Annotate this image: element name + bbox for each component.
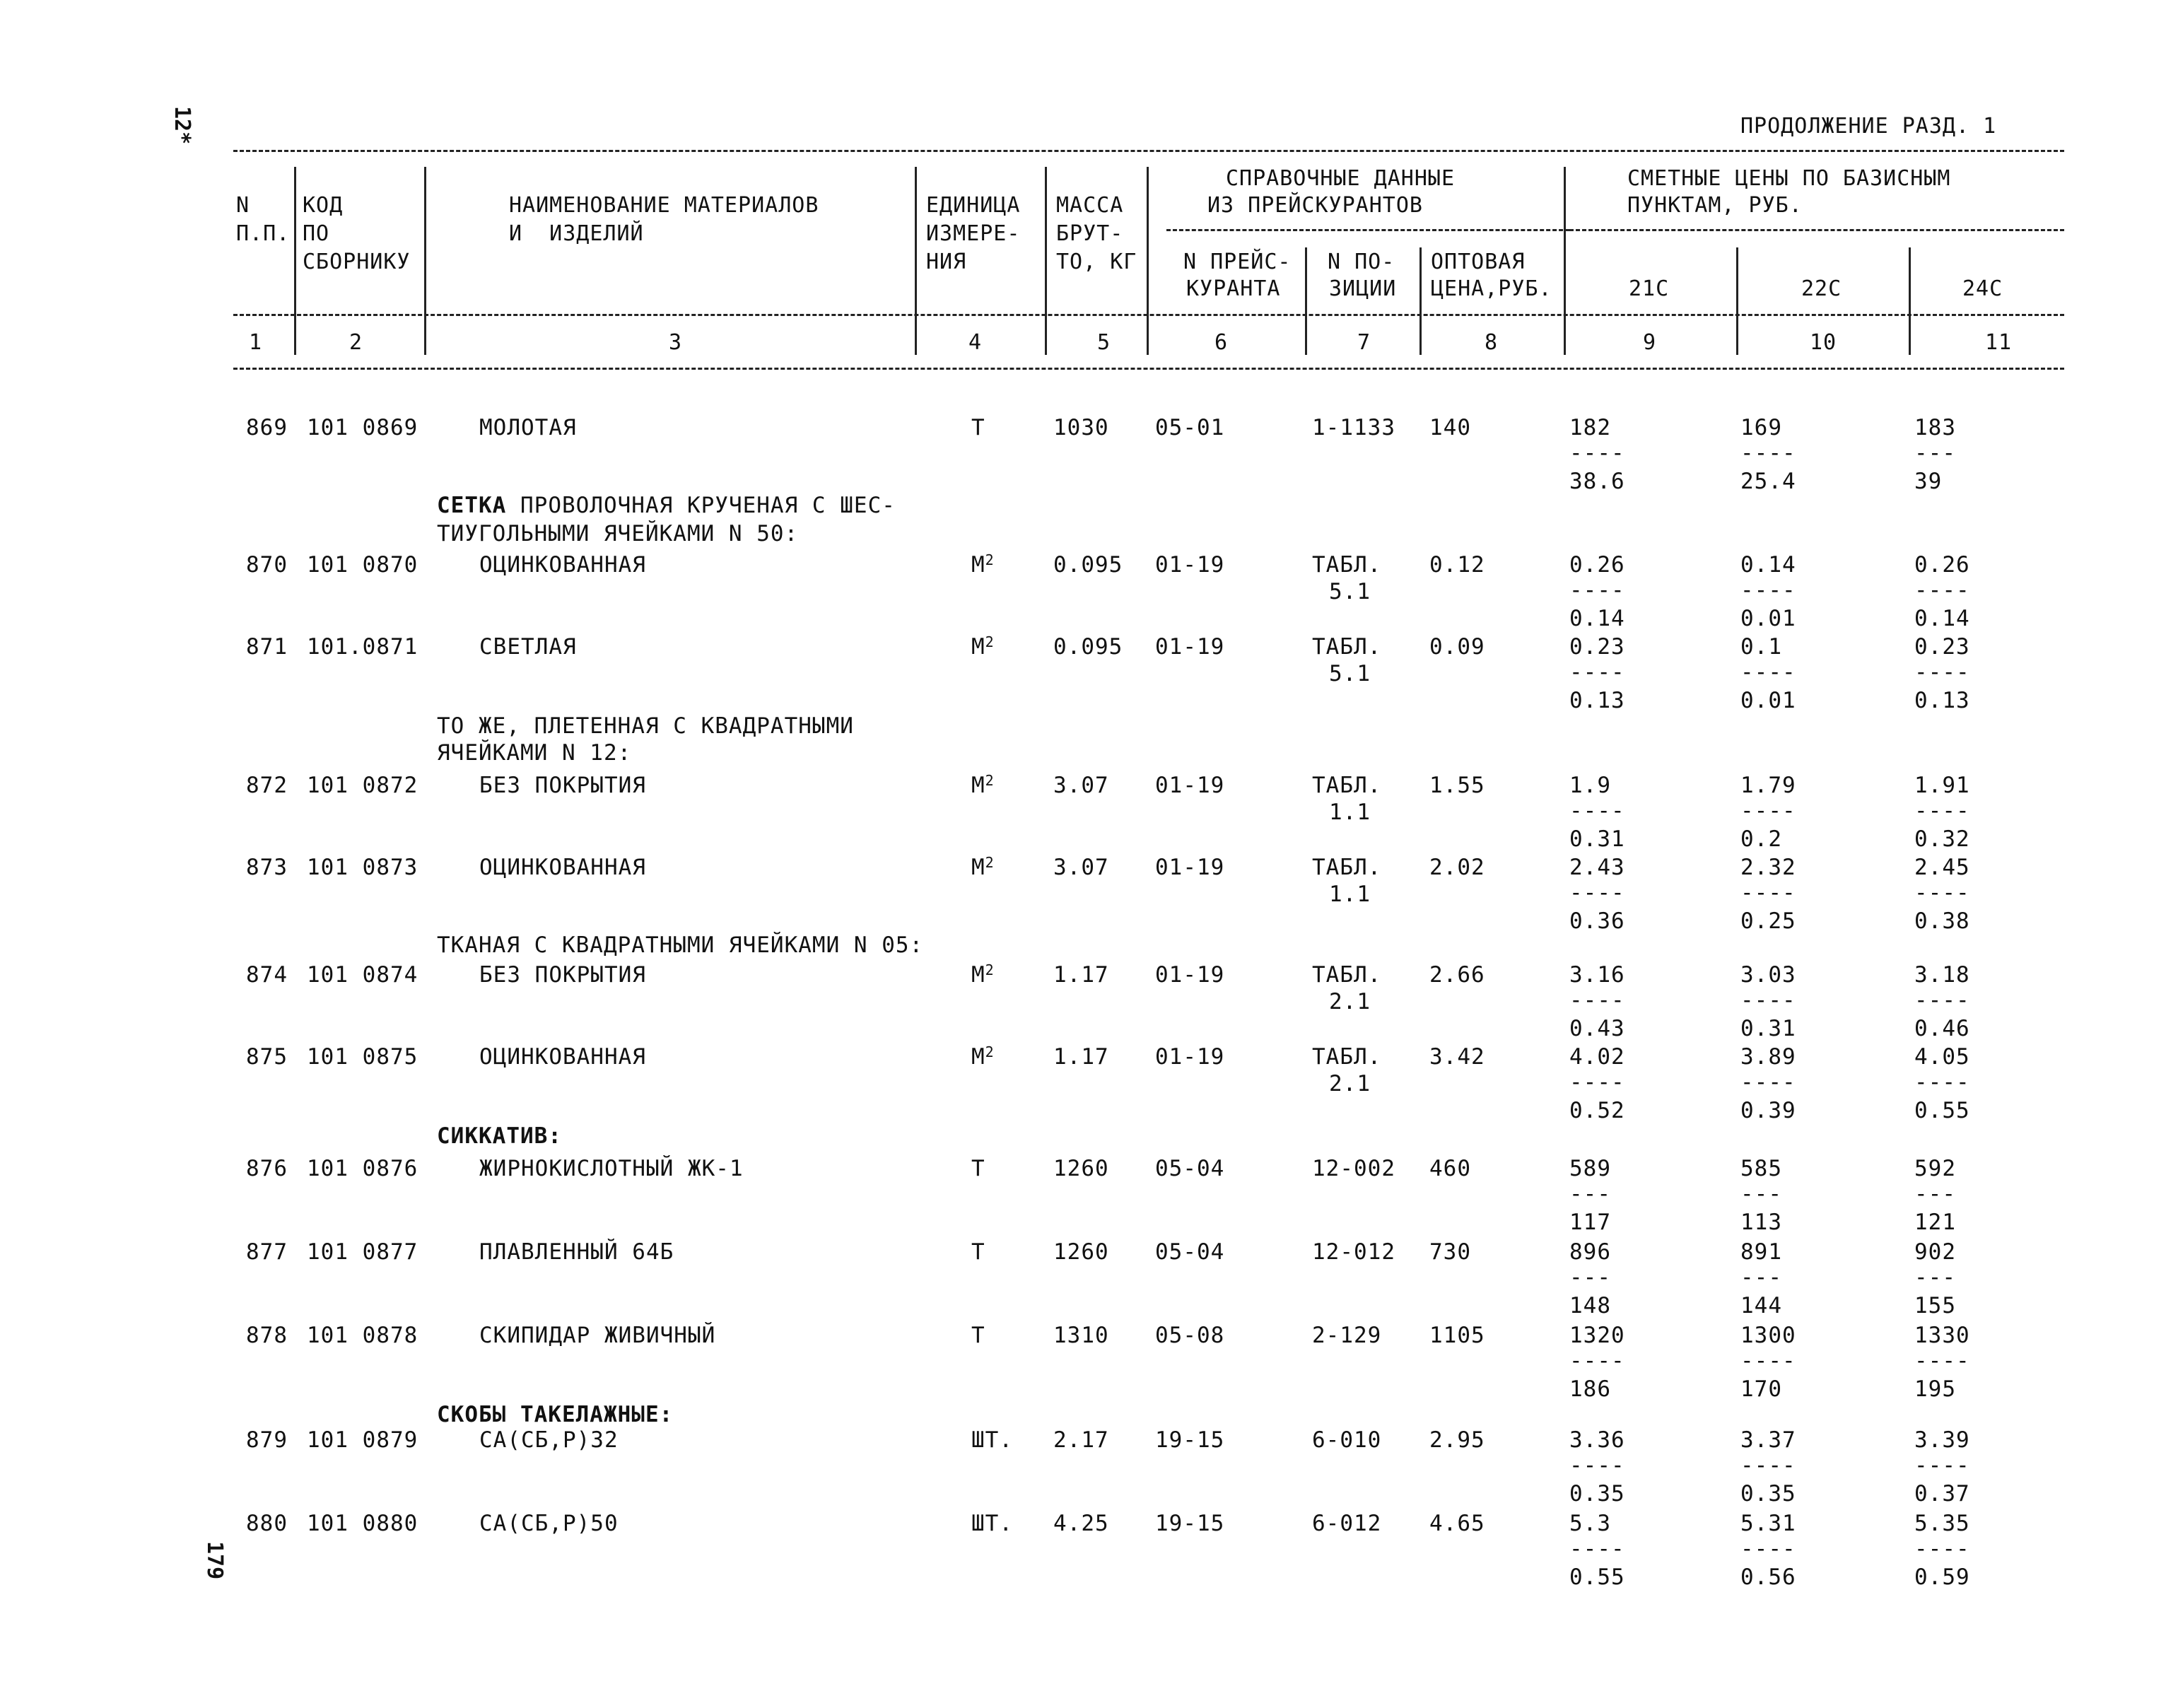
row-c10-separator: ---- (1740, 880, 1796, 906)
row-mass: 3.07 (1053, 855, 1109, 880)
row-code: 101 0870 (307, 552, 418, 578)
header-c6a: N ПРЕЙС- (1183, 250, 1292, 274)
row-c10-share: 0.39 (1740, 1098, 1796, 1123)
header-c6b: КУРАНТА (1186, 276, 1281, 301)
row-price-list: 01-19 (1155, 552, 1225, 578)
row-c9-separator: ---- (1569, 440, 1625, 466)
row-number: 874 (246, 962, 288, 988)
row-c9-price: 589 (1569, 1156, 1611, 1181)
row-c11-share: 195 (1914, 1376, 1956, 1402)
header-mid-rule (233, 314, 2064, 316)
row-number: 873 (246, 855, 288, 880)
col-sep (1564, 167, 1566, 355)
row-c11-separator: --- (1914, 1265, 1956, 1290)
header-c7b: ЗИЦИИ (1329, 276, 1397, 301)
row-code: 101 0872 (307, 773, 418, 798)
row-wholesale-price: 730 (1429, 1239, 1471, 1265)
row-c11-separator: ---- (1914, 798, 1970, 824)
header-c9: 21С (1629, 276, 1670, 301)
row-position: ТАБЛ. (1312, 855, 1382, 880)
row-position: ТАБЛ. (1312, 634, 1382, 660)
row-c11-share: 39 (1914, 469, 1943, 494)
row-c10-price: 0.1 (1740, 634, 1782, 660)
side-mark-top: 12* (170, 106, 194, 145)
header-num-3: 3 (669, 330, 683, 355)
row-c10-share: 144 (1740, 1293, 1782, 1318)
row-c10-separator: --- (1740, 1265, 1782, 1290)
row-unit: Т (971, 415, 985, 440)
row-number: 880 (246, 1511, 288, 1536)
row-position-line2: 2.1 (1329, 1071, 1371, 1096)
col-sep (424, 167, 426, 355)
row-c10-share: 113 (1740, 1210, 1782, 1235)
row-mass: 3.07 (1053, 773, 1109, 798)
row-c9-share: 38.6 (1569, 469, 1625, 494)
header-num-6: 6 (1214, 330, 1229, 355)
group-heading: ТКАНАЯ С КВАДРАТНЫМИ ЯЧЕЙКАМИ N 05: (437, 932, 924, 958)
row-name: БЕЗ ПОКРЫТИЯ (479, 773, 646, 798)
row-c9-price: 3.16 (1569, 962, 1625, 988)
header-ref-b: ИЗ ПРЕЙСКУРАНТОВ (1207, 193, 1423, 218)
row-c10-separator: --- (1740, 1181, 1782, 1207)
header-ref-a: СПРАВОЧНЫЕ ДАННЫЕ (1226, 166, 1456, 191)
row-c11-separator: ---- (1914, 1070, 1970, 1095)
header-est-a: СМЕТНЫЕ ЦЕНЫ ПО БАЗИСНЫМ (1627, 166, 1951, 191)
row-c11-price: 3.18 (1914, 962, 1970, 988)
row-c9-share: 0.31 (1569, 826, 1625, 852)
row-c9-price: 896 (1569, 1239, 1611, 1265)
row-number: 879 (246, 1427, 288, 1453)
row-c11-separator: --- (1914, 440, 1956, 466)
row-name: СА(СБ,Р)32 (479, 1427, 619, 1453)
header-c11: 24С (1962, 276, 2003, 301)
row-position: 12-002 (1312, 1156, 1395, 1181)
header-c8b: ЦЕНА,РУБ. (1431, 276, 1552, 301)
header-ref-rule (1166, 229, 1569, 231)
unit-exponent: 2 (985, 1043, 995, 1060)
row-price-list: 01-19 (1155, 634, 1225, 660)
row-c9-separator: ---- (1569, 1536, 1625, 1562)
row-code: 101 0869 (307, 415, 418, 440)
row-unit: $М^2$ (971, 1043, 995, 1070)
row-mass: 2.17 (1053, 1427, 1109, 1453)
group-heading-text: ПРОВОЛОЧНАЯ КРУЧЕНАЯ С ШЕС- (506, 493, 896, 518)
row-c10-separator: ---- (1740, 1070, 1796, 1095)
row-wholesale-price: 140 (1429, 415, 1471, 440)
row-c11-separator: ---- (1914, 578, 1970, 603)
col-sep (1147, 167, 1149, 355)
row-unit: $М^2$ (971, 961, 995, 988)
row-c9-separator: --- (1569, 1181, 1611, 1207)
row-c10-price: 3.37 (1740, 1427, 1796, 1453)
row-number: 875 (246, 1044, 288, 1070)
row-price-list: 01-19 (1155, 855, 1225, 880)
row-wholesale-price: 1105 (1429, 1323, 1485, 1348)
row-c11-share: 0.13 (1914, 688, 1970, 713)
row-c10-separator: ---- (1740, 988, 1796, 1013)
group-heading: ТО ЖЕ, ПЛЕТЕННАЯ С КВАДРАТНЫМИ (437, 713, 854, 739)
row-c10-share: 0.01 (1740, 688, 1796, 713)
unit-exponent: 2 (985, 633, 995, 650)
header-c7a: N ПО- (1328, 250, 1395, 274)
row-name: БЕЗ ПОКРЫТИЯ (479, 962, 646, 988)
row-c11-price: 183 (1914, 415, 1956, 440)
row-unit: $М^2$ (971, 854, 995, 880)
row-c9-share: 0.35 (1569, 1481, 1625, 1507)
row-position: 2-129 (1312, 1323, 1382, 1348)
row-c9-price: 1.9 (1569, 773, 1611, 798)
page-number: 179 (202, 1541, 227, 1580)
header-num-7: 7 (1357, 330, 1371, 355)
row-position: ТАБЛ. (1312, 962, 1382, 988)
header-c2a: КОД (303, 193, 344, 218)
row-c11-price: 2.45 (1914, 855, 1970, 880)
row-price-list: 01-19 (1155, 773, 1225, 798)
row-c11-share: 155 (1914, 1293, 1956, 1318)
header-num-11: 11 (1985, 330, 2013, 355)
header-c4b: ИЗМЕРЕ- (926, 221, 1021, 246)
header-c4a: ЕДИНИЦА (926, 193, 1021, 218)
row-c9-share: 148 (1569, 1293, 1611, 1318)
row-name: ОЦИНКОВАННАЯ (479, 855, 646, 880)
row-unit: $М^2$ (971, 772, 995, 798)
row-number: 872 (246, 773, 288, 798)
group-heading: СКОБЫ ТАКЕЛАЖНЫЕ: (437, 1402, 674, 1427)
row-name: МОЛОТАЯ (479, 415, 577, 440)
row-wholesale-price: 3.42 (1429, 1044, 1485, 1070)
row-c10-share: 0.35 (1740, 1481, 1796, 1507)
row-c10-price: 5.31 (1740, 1511, 1796, 1536)
header-c10: 22С (1801, 276, 1842, 301)
row-c9-price: 0.26 (1569, 552, 1625, 578)
row-number: 877 (246, 1239, 288, 1265)
row-position-line2: 1.1 (1329, 882, 1371, 907)
row-c11-separator: ---- (1914, 660, 1970, 685)
header-c4c: НИЯ (926, 250, 967, 274)
row-c9-price: 0.23 (1569, 634, 1625, 660)
row-c10-share: 0.2 (1740, 826, 1782, 852)
row-c11-price: 1330 (1914, 1323, 1970, 1348)
row-code: 101.0871 (307, 634, 418, 660)
row-c10-share: 0.56 (1740, 1564, 1796, 1590)
row-code: 101 0878 (307, 1323, 418, 1348)
row-c9-price: 5.3 (1569, 1511, 1611, 1536)
row-unit: $М^2$ (971, 551, 995, 578)
row-position: ТАБЛ. (1312, 773, 1382, 798)
row-code: 101 0873 (307, 855, 418, 880)
col-sep (915, 167, 917, 355)
continuation-title: ПРОДОЛЖЕНИЕ РАЗД. 1 (1740, 114, 1997, 139)
row-c9-share: 0.55 (1569, 1564, 1625, 1590)
header-num-9: 9 (1643, 330, 1657, 355)
row-price-list: 05-04 (1155, 1239, 1225, 1265)
row-c9-separator: ---- (1569, 988, 1625, 1013)
row-name: ПЛАВЛЕННЫЙ 64Б (479, 1239, 674, 1265)
row-c11-separator: ---- (1914, 1536, 1970, 1562)
header-est-b: ПУНКТАМ, РУБ. (1627, 193, 1803, 218)
header-c2c: СБОРНИКУ (303, 250, 411, 274)
row-position: 1-1133 (1312, 415, 1395, 440)
row-c9-share: 0.43 (1569, 1016, 1625, 1041)
row-c11-separator: ---- (1914, 1348, 1970, 1374)
row-mass: 1.17 (1053, 1044, 1109, 1070)
row-mass: 1310 (1053, 1323, 1109, 1348)
row-mass: 0.095 (1053, 552, 1123, 578)
unit-exponent: 2 (985, 854, 995, 871)
group-heading-line2: ТИУГОЛЬНЫМИ ЯЧЕЙКАМИ N 50: (437, 521, 799, 546)
row-wholesale-price: 1.55 (1429, 773, 1485, 798)
row-c11-share: 0.14 (1914, 606, 1970, 631)
row-position: ТАБЛ. (1312, 552, 1382, 578)
col-sep (1419, 247, 1422, 355)
row-c9-share: 0.14 (1569, 606, 1625, 631)
col-sep (1736, 247, 1738, 355)
row-c9-price: 1320 (1569, 1323, 1625, 1348)
header-bottom-rule (233, 368, 2064, 370)
row-price-list: 19-15 (1155, 1511, 1225, 1536)
row-c10-separator: ---- (1740, 660, 1796, 685)
row-mass: 4.25 (1053, 1511, 1109, 1536)
row-mass: 1030 (1053, 415, 1109, 440)
row-c10-price: 169 (1740, 415, 1782, 440)
row-position: 6-012 (1312, 1511, 1382, 1536)
row-c11-share: 0.32 (1914, 826, 1970, 852)
row-c10-price: 0.14 (1740, 552, 1796, 578)
header-c5c: ТО, КГ (1056, 250, 1137, 274)
row-wholesale-price: 2.66 (1429, 962, 1485, 988)
group-heading (437, 495, 896, 517)
row-c10-price: 1300 (1740, 1323, 1796, 1348)
row-c10-price: 585 (1740, 1156, 1782, 1181)
row-name: ЖИРНОКИСЛОТНЫЙ ЖК-1 (479, 1156, 744, 1181)
row-c10-separator: ---- (1740, 1453, 1796, 1478)
row-name: СВЕТЛАЯ (479, 634, 577, 660)
row-code: 101 0877 (307, 1239, 418, 1265)
header-c5a: МАССА (1056, 193, 1124, 218)
row-c11-price: 902 (1914, 1239, 1956, 1265)
row-c11-separator: ---- (1914, 880, 1970, 906)
group-heading-line2: ЯЧЕЙКАМИ N 12: (437, 740, 632, 766)
row-code: 101 0874 (307, 962, 418, 988)
group-heading: СИККАТИВ: (437, 1123, 562, 1149)
row-c10-price: 3.89 (1740, 1044, 1796, 1070)
header-c2b: ПО (303, 221, 330, 246)
header-num-1: 1 (249, 330, 263, 355)
row-c11-price: 592 (1914, 1156, 1956, 1181)
row-wholesale-price: 2.95 (1429, 1427, 1485, 1453)
row-number: 876 (246, 1156, 288, 1181)
row-c11-price: 3.39 (1914, 1427, 1970, 1453)
row-c11-price: 5.35 (1914, 1511, 1970, 1536)
row-c10-separator: ---- (1740, 578, 1796, 603)
header-c3b: И ИЗДЕЛИЙ (509, 221, 644, 246)
row-c11-share: 0.38 (1914, 908, 1970, 934)
col-sep (1305, 247, 1307, 355)
row-name: СА(СБ,Р)50 (479, 1511, 619, 1536)
row-number: 870 (246, 552, 288, 578)
row-c9-separator: ---- (1569, 880, 1625, 906)
group-keyword: СЕТКА (437, 493, 507, 518)
header-num-2: 2 (349, 330, 363, 355)
row-wholesale-price: 460 (1429, 1156, 1471, 1181)
row-price-list: 01-19 (1155, 962, 1225, 988)
row-c10-separator: ---- (1740, 440, 1796, 466)
row-wholesale-price: 4.65 (1429, 1511, 1485, 1536)
row-c10-separator: ---- (1740, 1348, 1796, 1374)
row-c10-price: 3.03 (1740, 962, 1796, 988)
row-position: 6-010 (1312, 1427, 1382, 1453)
row-c11-price: 1.91 (1914, 773, 1970, 798)
col-sep (1909, 247, 1911, 355)
row-number: 871 (246, 634, 288, 660)
row-c11-share: 0.59 (1914, 1564, 1970, 1590)
row-c10-share: 0.25 (1740, 908, 1796, 934)
header-num-10: 10 (1810, 330, 1837, 355)
unit-exponent: 2 (985, 772, 995, 789)
row-name: ОЦИНКОВАННАЯ (479, 552, 646, 578)
row-c9-share: 117 (1569, 1210, 1611, 1235)
row-c9-share: 0.52 (1569, 1098, 1625, 1123)
col-sep (1045, 167, 1047, 355)
row-unit: Т (971, 1239, 985, 1265)
row-unit: Т (971, 1156, 985, 1181)
row-c9-separator: ---- (1569, 1070, 1625, 1095)
row-c11-price: 4.05 (1914, 1044, 1970, 1070)
row-c11-price: 0.23 (1914, 634, 1970, 660)
row-c11-share: 121 (1914, 1210, 1956, 1235)
row-mass: 1260 (1053, 1156, 1109, 1181)
row-mass: 0.095 (1053, 634, 1123, 660)
row-c10-share: 25.4 (1740, 469, 1796, 494)
row-c11-share: 0.55 (1914, 1098, 1970, 1123)
header-num-8: 8 (1485, 330, 1499, 355)
row-c10-price: 2.32 (1740, 855, 1796, 880)
row-c9-separator: ---- (1569, 660, 1625, 685)
header-c1a: N (236, 193, 250, 218)
row-c11-separator: ---- (1914, 988, 1970, 1013)
header-c3a: НАИМЕНОВАНИЕ МАТЕРИАЛОВ (509, 193, 819, 218)
header-num-5: 5 (1097, 330, 1111, 355)
row-wholesale-price: 2.02 (1429, 855, 1485, 880)
row-c10-separator: ---- (1740, 1536, 1796, 1562)
row-c10-price: 891 (1740, 1239, 1782, 1265)
row-position-line2: 1.1 (1329, 800, 1371, 825)
row-c10-price: 1.79 (1740, 773, 1796, 798)
row-unit: Т (971, 1323, 985, 1348)
row-c9-separator: ---- (1569, 1453, 1625, 1478)
unit-exponent: 2 (985, 551, 995, 568)
row-price-list: 05-04 (1155, 1156, 1225, 1181)
row-wholesale-price: 0.12 (1429, 552, 1485, 578)
header-est-rule (1569, 229, 2064, 231)
row-price-list: 05-01 (1155, 415, 1225, 440)
header-c5b: БРУТ- (1056, 221, 1124, 246)
header-c1b: П.П. (236, 221, 291, 246)
row-position: 12-012 (1312, 1239, 1395, 1265)
row-code: 101 0876 (307, 1156, 418, 1181)
col-sep (294, 167, 296, 355)
row-unit: $М^2$ (971, 633, 995, 660)
row-number: 878 (246, 1323, 288, 1348)
row-c9-share: 186 (1569, 1376, 1611, 1402)
row-code: 101 0880 (307, 1511, 418, 1536)
unit-exponent: 2 (985, 961, 995, 978)
row-c9-separator: ---- (1569, 798, 1625, 824)
row-c11-share: 0.37 (1914, 1481, 1970, 1507)
row-name: ОЦИНКОВАННАЯ (479, 1044, 646, 1070)
row-position: ТАБЛ. (1312, 1044, 1382, 1070)
row-position-line2: 5.1 (1329, 661, 1371, 686)
row-c11-price: 0.26 (1914, 552, 1970, 578)
header-c8a: ОПТОВАЯ (1431, 250, 1526, 274)
row-price-list: 19-15 (1155, 1427, 1225, 1453)
row-unit: ШТ. (971, 1427, 1013, 1453)
row-c10-share: 0.01 (1740, 606, 1796, 631)
row-price-list: 01-19 (1155, 1044, 1225, 1070)
row-c9-separator: ---- (1569, 578, 1625, 603)
row-c10-separator: ---- (1740, 798, 1796, 824)
row-code: 101 0879 (307, 1427, 418, 1453)
row-c9-separator: ---- (1569, 1348, 1625, 1374)
row-c9-share: 0.13 (1569, 688, 1625, 713)
row-wholesale-price: 0.09 (1429, 634, 1485, 660)
row-c11-separator: ---- (1914, 1453, 1970, 1478)
row-position-line2: 2.1 (1329, 989, 1371, 1014)
row-c10-share: 170 (1740, 1376, 1782, 1402)
row-c9-separator: --- (1569, 1265, 1611, 1290)
row-name: СКИПИДАР ЖИВИЧНЫЙ (479, 1323, 716, 1348)
row-c10-share: 0.31 (1740, 1016, 1796, 1041)
row-c9-price: 2.43 (1569, 855, 1625, 880)
row-price-list: 05-08 (1155, 1323, 1225, 1348)
row-c9-price: 4.02 (1569, 1044, 1625, 1070)
row-unit: ШТ. (971, 1511, 1013, 1536)
row-position-line2: 5.1 (1329, 579, 1371, 604)
row-code: 101 0875 (307, 1044, 418, 1070)
row-c9-price: 3.36 (1569, 1427, 1625, 1453)
row-number: 869 (246, 415, 288, 440)
row-c9-share: 0.36 (1569, 908, 1625, 934)
row-c11-share: 0.46 (1914, 1016, 1970, 1041)
row-mass: 1260 (1053, 1239, 1109, 1265)
header-num-4: 4 (968, 330, 983, 355)
row-c11-separator: --- (1914, 1181, 1956, 1207)
row-mass: 1.17 (1053, 962, 1109, 988)
row-c9-price: 182 (1569, 415, 1611, 440)
header-top-rule (233, 150, 2064, 152)
